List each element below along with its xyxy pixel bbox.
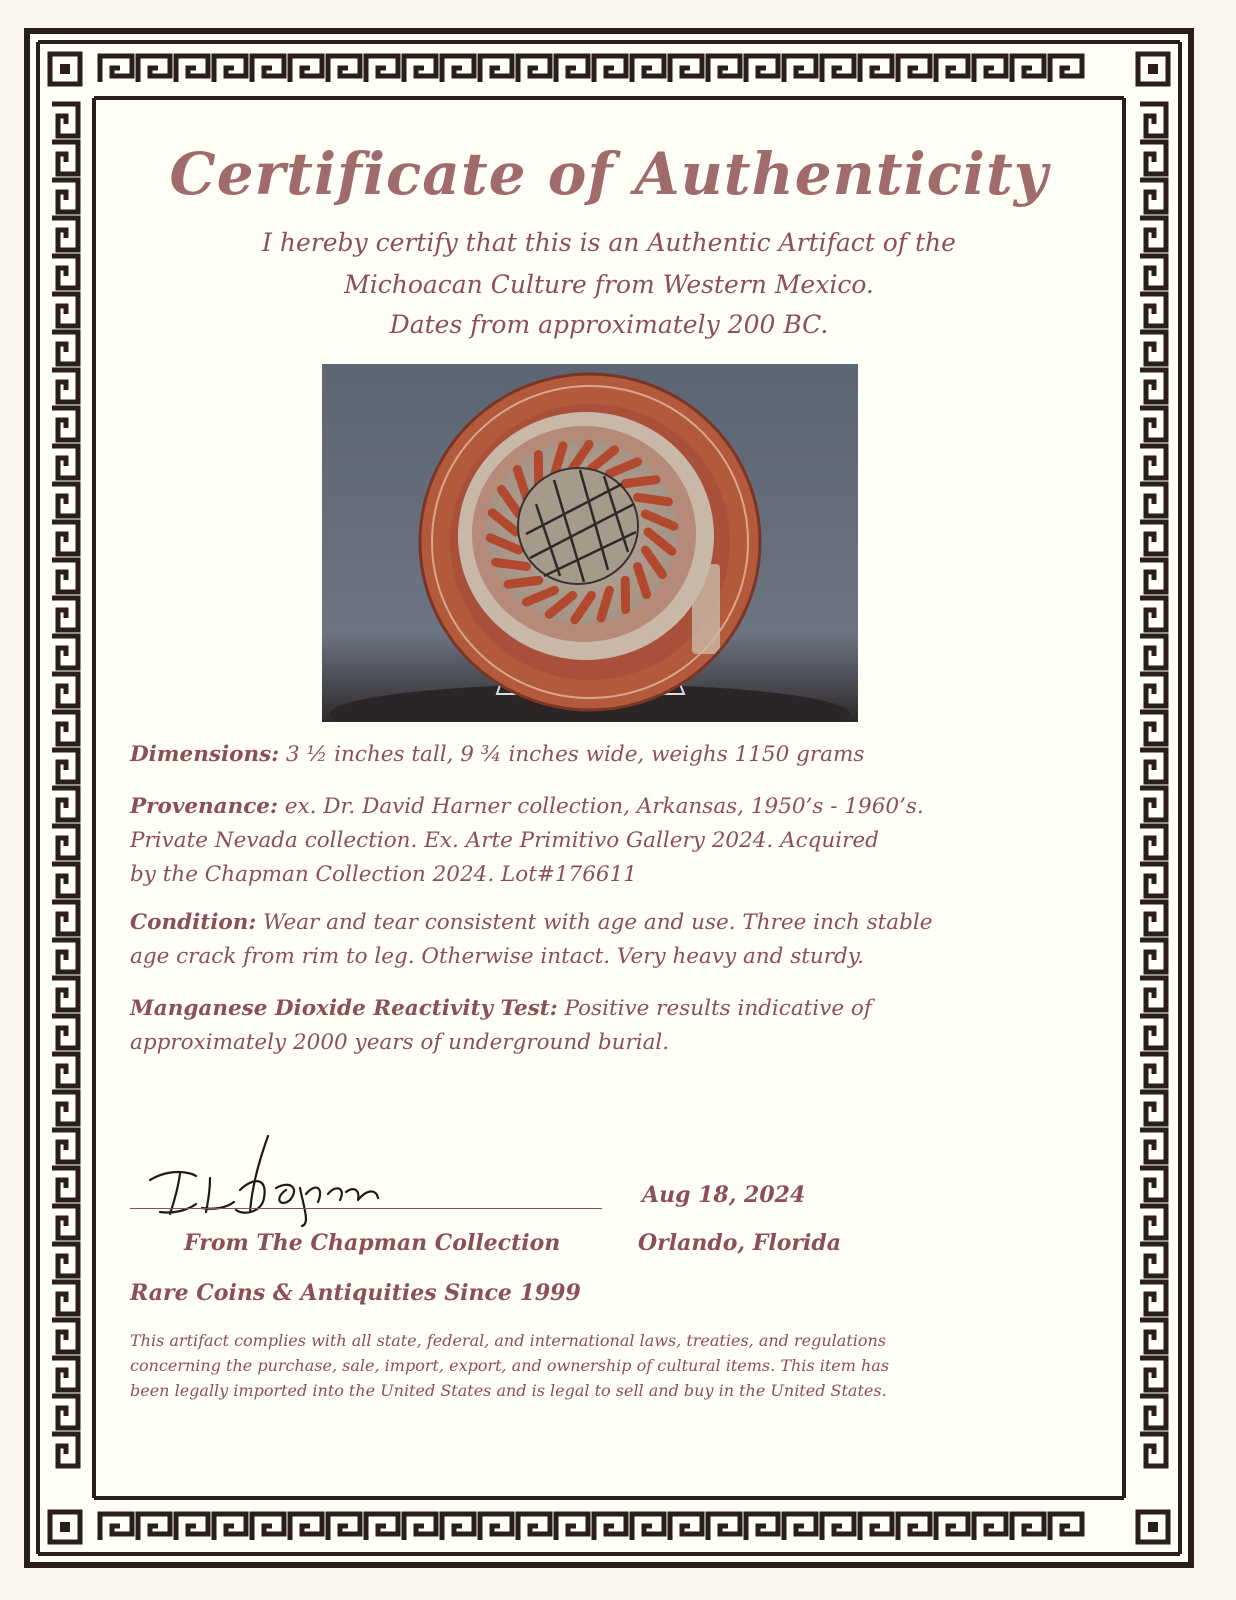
reactivity-test-line-1: Positive results indicative of	[564, 996, 872, 1021]
reactivity-test-label: Manganese Dioxide Reactivity Test:	[130, 996, 558, 1021]
issuer-location: Orlando, Florida	[638, 1230, 841, 1256]
condition-line-2: age crack from rim to leg. Otherwise intact. Very heavy and sturdy.	[130, 944, 864, 969]
legal-notice	[130, 1328, 1090, 1403]
certificate-content	[100, 100, 1118, 1490]
issuer-name: From The Chapman Collection	[184, 1230, 561, 1256]
legal-line-1: This artifact complies with all state, federal, and international laws, treaties, and regulations	[130, 1331, 887, 1350]
artifact-photo	[322, 364, 858, 722]
intro-line-1: I hereby certify that this is an Authentic Artifact of the	[262, 228, 956, 257]
certificate-date: Aug 18, 2024	[642, 1182, 806, 1208]
reactivity-test-field	[130, 992, 1090, 1060]
provenance-field	[130, 790, 1090, 892]
condition-field	[130, 906, 1090, 974]
signature-line	[130, 1208, 602, 1209]
intro-line-3: Dates from approximately 200 BC.	[389, 310, 829, 339]
condition-line-1: Wear and tear consistent with age and use. Three inch stable	[263, 910, 933, 935]
signature	[140, 1128, 400, 1228]
provenance-label: Provenance:	[130, 794, 278, 819]
certificate-title: Certificate of Authenticity	[169, 140, 1049, 208]
issuer-tagline: Rare Coins & Antiquities Since 1999	[130, 1280, 581, 1306]
provenance-line-3: by the Chapman Collection 2024. Lot#176611	[130, 862, 637, 887]
dimensions-label: Dimensions:	[130, 742, 280, 767]
dimensions-field	[130, 738, 1090, 772]
condition-label: Condition:	[130, 910, 257, 935]
provenance-line-1: ex. Dr. David Harner collection, Arkansas, 1950’s - 1960’s.	[284, 794, 924, 819]
provenance-line-2: Private Nevada collection. Ex. Arte Primitivo Gallery 2024. Acquired	[130, 828, 879, 853]
legal-line-3: been legally imported into the United States and is legal to sell and buy in the United States.	[130, 1381, 887, 1400]
legal-line-2: concerning the purchase, sale, import, export, and ownership of cultural items. This item has	[130, 1356, 890, 1375]
dimensions-value: 3 ½ inches tall, 9 ¾ inches wide, weighs 1150 grams	[286, 742, 865, 767]
intro-line-2: Michoacan Culture from Western Mexico.	[344, 270, 874, 299]
reactivity-test-line-2: approximately 2000 years of underground burial.	[130, 1030, 670, 1055]
